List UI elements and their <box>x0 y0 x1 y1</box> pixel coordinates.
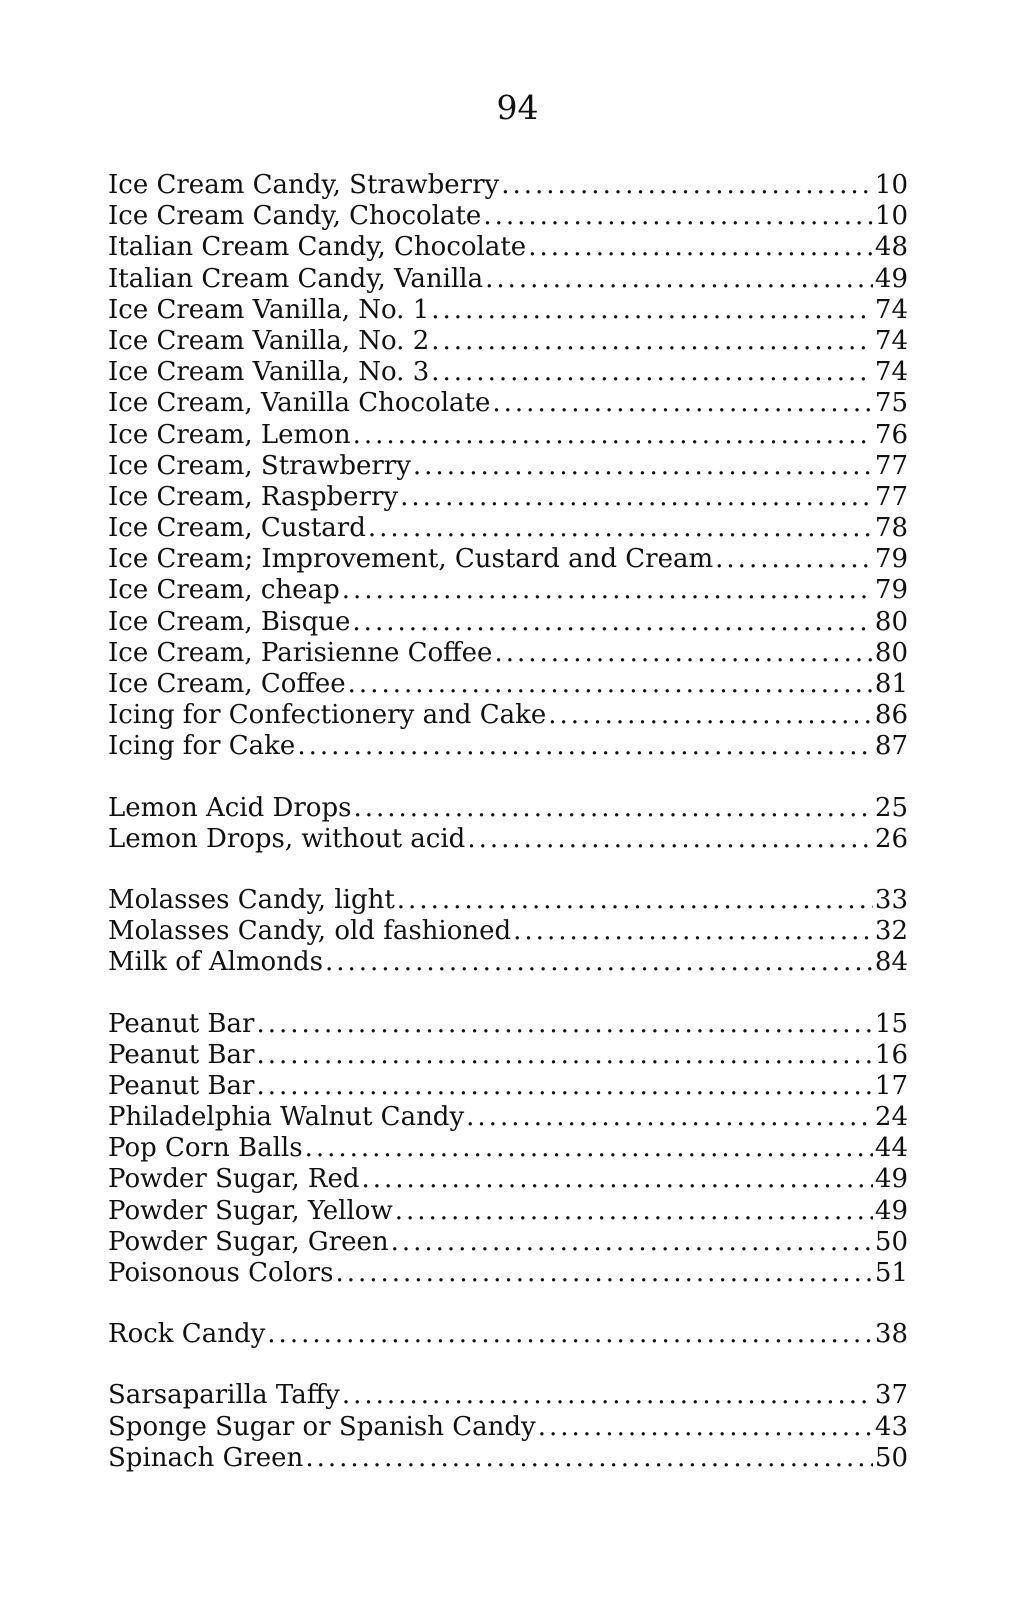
dot-leader <box>361 1164 872 1195</box>
index-entry <box>108 1071 908 1102</box>
index-entry <box>108 544 908 575</box>
entry-page-number: 84 <box>874 947 908 978</box>
page-number: 94 <box>496 88 539 127</box>
index-entry <box>108 357 908 388</box>
index-entry <box>108 482 908 513</box>
index-entry <box>108 638 908 669</box>
entry-title: Italian Cream Candy, Chocolate <box>108 232 527 263</box>
entry-page-number: 51 <box>874 1258 908 1288</box>
dot-leader <box>348 669 873 700</box>
entry-title: Ice Cream, Strawberry <box>108 450 411 481</box>
dot-leader <box>368 513 873 544</box>
entry-title: Philadelphia Walnut Candy <box>108 1102 465 1133</box>
index-entry <box>108 513 908 544</box>
entry-page-number: 33 <box>874 884 908 915</box>
index-entry <box>108 232 908 263</box>
index-entry <box>108 420 908 451</box>
index-entry <box>108 669 908 700</box>
entry-title: Powder Sugar, Yellow <box>108 1195 393 1226</box>
dot-leader <box>325 947 873 978</box>
entry-page-number: 77 <box>874 450 908 481</box>
index-group <box>108 1009 908 1290</box>
entry-page-number: 37 <box>874 1380 908 1411</box>
dot-leader <box>342 575 873 606</box>
entry-title: Ice Cream, Coffee <box>108 669 346 699</box>
entry-title: Ice Cream, Lemon <box>108 419 351 450</box>
index-entry <box>108 1133 908 1164</box>
dot-leader <box>352 607 872 638</box>
entry-title: Sarsaparilla Taffy <box>108 1380 340 1411</box>
entry-page-number: 32 <box>874 916 908 947</box>
entry-page-number: 80 <box>874 606 908 637</box>
entry-title: Milk of Almonds <box>108 947 323 978</box>
entry-title: Lemon Drops, without acid <box>108 823 466 854</box>
dot-leader <box>305 1443 873 1474</box>
entry-page-number: 75 <box>874 388 908 419</box>
index-entry <box>108 170 908 201</box>
entry-title: Icing for Cake <box>108 731 296 762</box>
dot-leader <box>492 388 873 419</box>
index-entry <box>108 1040 908 1071</box>
index-entry <box>108 1258 908 1289</box>
entry-page-number: 24 <box>874 1102 908 1133</box>
index-entry <box>108 1196 908 1227</box>
entry-title: Molasses Candy, old fashioned <box>108 916 512 947</box>
entry-title: Ice Cream, Raspberry <box>108 481 399 512</box>
entry-page-number: 43 <box>874 1411 908 1442</box>
entry-page-number: 87 <box>874 731 908 762</box>
entry-page-number: 79 <box>874 575 908 606</box>
dot-leader <box>501 170 873 201</box>
entry-page-number: 38 <box>874 1319 908 1350</box>
dot-leader <box>513 916 873 947</box>
entry-page-number: 74 <box>874 325 908 356</box>
index-entry <box>108 451 908 482</box>
dot-leader <box>431 357 873 388</box>
entry-page-number: 48 <box>874 232 908 263</box>
index-entry <box>108 1443 908 1474</box>
entry-page-number: 74 <box>874 294 908 325</box>
dot-leader <box>353 793 872 824</box>
dot-leader <box>342 1380 873 1411</box>
dot-leader <box>485 264 873 295</box>
dot-leader <box>297 731 873 762</box>
index-entry <box>108 916 908 947</box>
dot-leader <box>256 1040 872 1071</box>
entry-title: Ice Cream, Custard <box>108 513 366 544</box>
dot-leader <box>353 420 873 451</box>
dot-leader <box>494 638 872 669</box>
entry-page-number: 79 <box>874 544 908 575</box>
dot-leader <box>397 885 873 916</box>
index-group <box>108 1319 908 1350</box>
entry-page-number: 49 <box>874 1164 908 1195</box>
dot-leader <box>395 1196 873 1227</box>
entry-title: Icing for Confectionery and Cake <box>108 700 547 731</box>
entry-title: Pop Corn Balls <box>108 1133 303 1164</box>
dot-leader <box>391 1227 873 1258</box>
index-entry <box>108 947 908 978</box>
index-entry <box>108 575 908 606</box>
entry-page-number: 76 <box>874 419 908 450</box>
entry-title: Ice Cream; Improvement, Custard and Cream <box>108 544 714 575</box>
index-list <box>108 170 908 1474</box>
entry-title: Peanut Bar <box>108 1070 255 1101</box>
entry-title: Poisonous Colors <box>108 1258 334 1288</box>
index-entry <box>108 1164 908 1195</box>
index-entry <box>108 295 908 326</box>
index-entry <box>108 607 908 638</box>
dot-leader <box>467 824 873 855</box>
dot-leader <box>335 1258 872 1289</box>
entry-page-number: 25 <box>874 792 908 823</box>
index-entry <box>108 326 908 357</box>
dot-leader <box>548 700 873 731</box>
dot-leader <box>466 1102 873 1133</box>
entry-title: Spinach Green <box>108 1442 304 1473</box>
index-group <box>108 885 908 979</box>
entry-title: Ice Cream, Parisienne Coffee <box>108 637 493 668</box>
entry-page-number: 80 <box>874 637 908 668</box>
dot-leader <box>538 1412 873 1443</box>
entry-page-number: 17 <box>874 1070 908 1101</box>
entry-page-number: 77 <box>874 481 908 512</box>
entry-page-number: 49 <box>874 1195 908 1226</box>
index-entry <box>108 1380 908 1411</box>
dot-leader <box>256 1071 872 1102</box>
entry-title: Ice Cream, Bisque <box>108 606 351 637</box>
index-entry <box>108 1412 908 1443</box>
entry-title: Ice Cream, Vanilla Chocolate <box>108 388 491 419</box>
entry-page-number: 15 <box>874 1008 908 1039</box>
dot-leader <box>305 1133 873 1164</box>
entry-page-number: 10 <box>874 201 908 232</box>
entry-title: Powder Sugar, Red <box>108 1164 360 1195</box>
entry-page-number: 44 <box>874 1133 908 1164</box>
index-entry <box>108 824 908 855</box>
entry-title: Ice Cream Candy, Chocolate <box>108 201 482 232</box>
dot-leader <box>413 451 873 482</box>
entry-title: Powder Sugar, Green <box>108 1226 389 1257</box>
entry-page-number: 49 <box>874 263 908 294</box>
index-entry <box>108 201 908 232</box>
dot-leader <box>483 201 873 232</box>
entry-title: Peanut Bar <box>108 1008 255 1039</box>
index-entry <box>108 1009 908 1040</box>
dot-leader <box>267 1319 873 1350</box>
index-group <box>108 170 908 763</box>
index-entry <box>108 1102 908 1133</box>
entry-title: Peanut Bar <box>108 1039 255 1070</box>
dot-leader <box>431 295 873 326</box>
index-entry <box>108 885 908 916</box>
index-entry <box>108 793 908 824</box>
entry-page-number: 10 <box>874 170 908 200</box>
entry-title: Ice Cream Candy, Strawberry <box>108 170 500 200</box>
entry-page-number: 50 <box>874 1226 908 1257</box>
entry-title: Ice Cream Vanilla, No. 1 <box>108 294 430 325</box>
entry-page-number: 81 <box>874 669 908 699</box>
entry-title: Ice Cream, cheap <box>108 575 340 606</box>
index-entry <box>108 700 908 731</box>
entry-page-number: 78 <box>874 513 908 544</box>
entry-title: Sponge Sugar or Spanish Candy <box>108 1411 536 1442</box>
index-entry <box>108 731 908 762</box>
index-entry <box>108 1227 908 1258</box>
dot-leader <box>400 482 873 513</box>
entry-title: Molasses Candy, light <box>108 884 395 915</box>
index-group <box>108 793 908 855</box>
dot-leader <box>715 544 873 575</box>
index-entry <box>108 388 908 419</box>
dot-leader <box>256 1009 872 1040</box>
index-group <box>108 1380 908 1474</box>
index-entry <box>108 1319 908 1350</box>
entry-title: Ice Cream Vanilla, No. 2 <box>108 325 430 356</box>
entry-title: Rock Candy <box>108 1319 266 1350</box>
dot-leader <box>528 232 873 263</box>
entry-page-number: 50 <box>874 1442 908 1473</box>
entry-title: Lemon Acid Drops <box>108 792 352 823</box>
entry-page-number: 26 <box>874 823 908 854</box>
entry-page-number: 86 <box>874 700 908 731</box>
entry-page-number: 74 <box>874 357 908 388</box>
entry-title: Italian Cream Candy, Vanilla <box>108 263 484 294</box>
entry-page-number: 16 <box>874 1039 908 1070</box>
dot-leader <box>431 326 873 357</box>
index-entry <box>108 264 908 295</box>
entry-title: Ice Cream Vanilla, No. 3 <box>108 357 430 388</box>
